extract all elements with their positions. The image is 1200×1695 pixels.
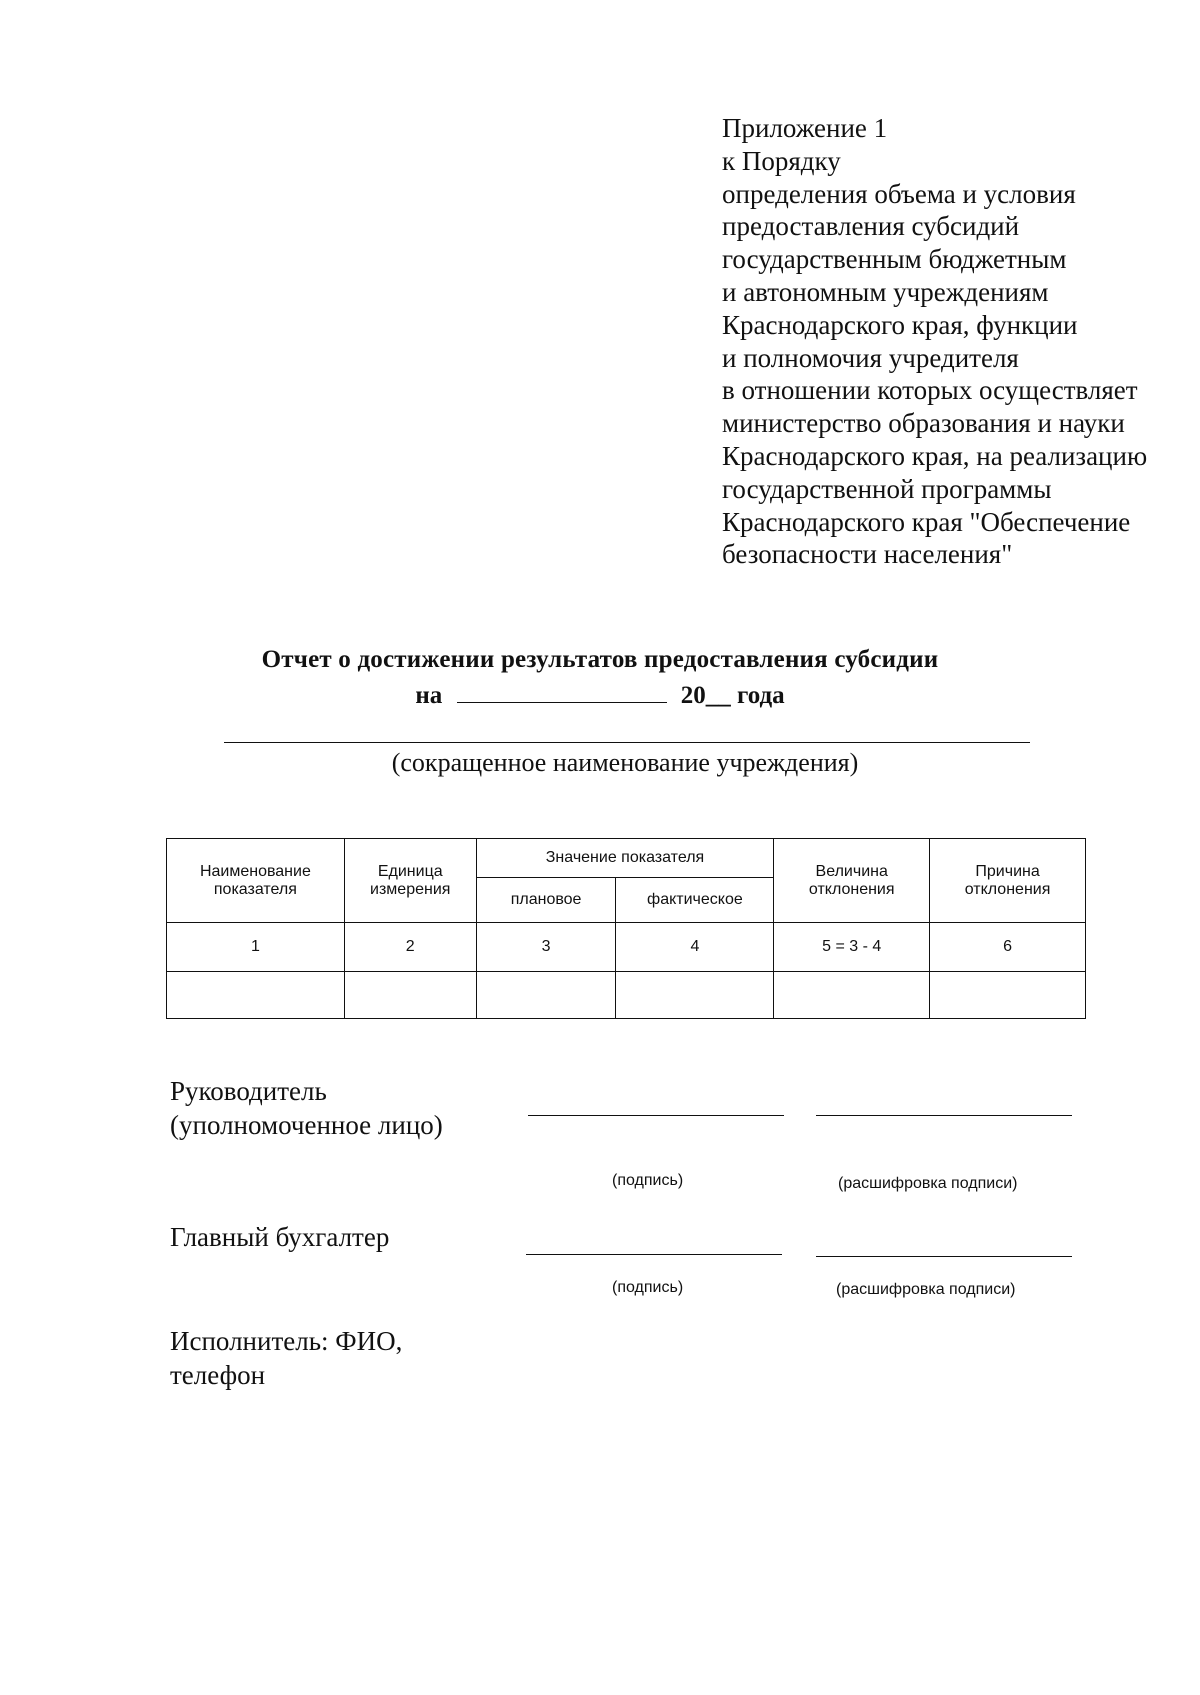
report-date-line — [0, 682, 1200, 710]
head-decoding-line[interactable] — [816, 1115, 1072, 1116]
appendix-line: предоставления субсидий — [722, 211, 1020, 242]
accountant-decoding-caption: (расшифровка подписи) — [836, 1281, 1016, 1298]
column-number: 3 — [476, 923, 616, 972]
header-actual: фактическое — [616, 878, 774, 923]
appendix-line: определения объема и условия — [722, 178, 1076, 209]
accountant-signature-line[interactable] — [526, 1254, 782, 1255]
header-indicator-value: Значение показателя — [476, 839, 774, 878]
head-signature-line[interactable] — [528, 1115, 784, 1116]
column-number: 4 — [616, 923, 774, 972]
table-cell[interactable] — [930, 972, 1086, 1019]
column-number: 1 — [167, 923, 345, 972]
institution-name-line[interactable] — [224, 742, 1030, 743]
head-label-line-1: Руководитель — [170, 1076, 327, 1106]
appendix-line: в отношении которых осуществляет — [722, 375, 1138, 406]
appendix-line: Краснодарского края, функции — [722, 309, 1078, 340]
table-cell[interactable] — [774, 972, 930, 1019]
table-cell[interactable] — [476, 972, 616, 1019]
table-cell[interactable] — [167, 972, 345, 1019]
column-number: 2 — [344, 923, 476, 972]
appendix-line: Приложение 1 — [722, 113, 888, 143]
table-cell[interactable] — [616, 972, 774, 1019]
date-blank-field[interactable] — [457, 682, 667, 703]
results-table — [166, 838, 1086, 1019]
executor-label-line-1: Исполнитель: ФИО, — [170, 1326, 403, 1356]
executor-label-line-2: телефон — [170, 1360, 266, 1390]
report-title: Отчет о достижении результатов предоставления субсидии — [261, 646, 939, 673]
appendix-line: безопасности населения" — [722, 539, 1013, 570]
chief-accountant-label: Главный бухгалтер — [170, 1222, 390, 1252]
date-suffix: года — [737, 682, 785, 709]
appendix-line: Краснодарского края, на реализацию — [722, 440, 1148, 471]
executor-label — [170, 1324, 402, 1392]
appendix-line: к Порядку — [722, 145, 841, 176]
header-reason: Причина отклонения — [930, 839, 1086, 923]
date-prefix: на — [415, 682, 443, 709]
header-planned: плановое — [476, 878, 616, 923]
appendix-line: министерство образования и науки — [722, 408, 1125, 439]
appendix-line: и автономным учреждениям — [722, 276, 1049, 307]
institution-caption: (сокращенное наименование учреждения) — [391, 748, 859, 777]
header-indicator-name: Наименование показателя — [167, 839, 345, 923]
head-label — [170, 1074, 443, 1142]
table-row — [167, 972, 1086, 1019]
appendix-line: государственным бюджетным — [722, 244, 1067, 275]
accountant-decoding-line[interactable] — [816, 1256, 1072, 1257]
table-cell[interactable] — [344, 972, 476, 1019]
appendix-line: Краснодарского края "Обеспечение — [722, 506, 1131, 537]
date-year: 20__ — [680, 682, 731, 709]
table-number-row — [167, 923, 1086, 972]
column-number: 5 = 3 - 4 — [774, 923, 930, 972]
table-header-row — [167, 839, 1086, 878]
appendix-line: государственной программы — [722, 473, 1052, 504]
head-signature-caption: (подпись) — [612, 1172, 684, 1189]
accountant-signature-caption: (подпись) — [612, 1279, 684, 1296]
head-label-line-2: (уполномоченное лицо) — [170, 1110, 443, 1140]
head-decoding-caption: (расшифровка подписи) — [838, 1175, 1018, 1192]
header-deviation: Величина отклонения — [774, 839, 930, 923]
appendix-line: и полномочия учредителя — [722, 342, 1019, 373]
appendix-block — [722, 112, 1147, 571]
header-unit: Единица измерения — [344, 839, 476, 923]
column-number: 6 — [930, 923, 1086, 972]
